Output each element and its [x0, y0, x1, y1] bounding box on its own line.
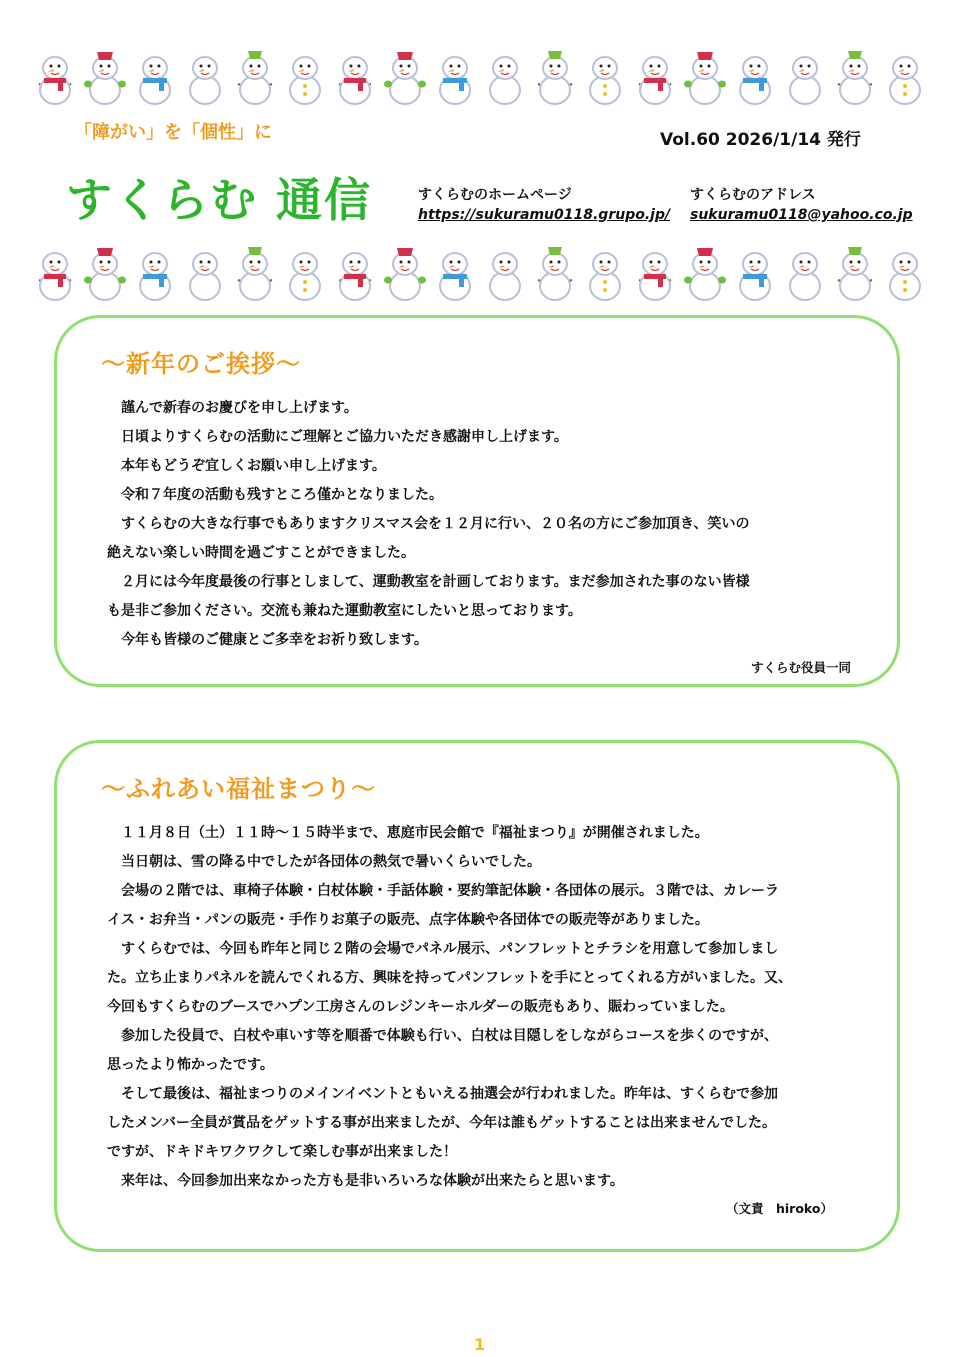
- snowman-green-bucket-icon: [534, 244, 576, 302]
- snowman-plain-icon: [184, 48, 226, 106]
- snowman-red-scarf-icon: [34, 48, 76, 106]
- paragraph-line: 今年も皆様のご健康とご多幸をお祈り致します。: [107, 632, 428, 648]
- paragraph-line: 謹んで新春のお慶びを申し上げます。: [107, 400, 358, 416]
- paragraph-line: イス・お弁当・パンの販売・手作りお菓子の販売、点字体験や各団体での販売等がありました。: [107, 912, 709, 928]
- paragraph-line: すくらむの大きな行事でもありますクリスマス会を１２月に行い、２０名の方にご参加頂き、笑いの: [107, 516, 750, 532]
- snowman-green-bucket-icon: [834, 244, 876, 302]
- section-title: ～ふれあい福祉まつり～: [101, 775, 376, 803]
- snowman-border-bottom: [34, 240, 926, 302]
- snowman-red-scarf-icon: [34, 244, 76, 302]
- paragraph-line: したメンバー全員が賞品をゲットする事が出来ましたが、今年は誰もゲットすることは出来ませんでした。: [107, 1115, 777, 1131]
- paragraph-line: 来年は、今回参加出来なかった方も是非いろいろな体験が出来たらと思います。: [107, 1173, 624, 1189]
- snowman-red-bucket-icon: [384, 48, 426, 106]
- welfare-festival-section: [54, 740, 900, 1252]
- snowman-blue-scarf-icon: [434, 48, 476, 106]
- paragraph-line: １１月８日（土）１１時～１５時半まで、恵庭市民会館で『福祉まつり』が開催されました。: [107, 825, 709, 841]
- section-body: [107, 394, 897, 655]
- snowman-buttons-icon: [284, 48, 326, 106]
- snowman-plain-icon: [484, 48, 526, 106]
- snowman-green-bucket-icon: [234, 48, 276, 106]
- snowman-plain-icon: [784, 48, 826, 106]
- volume-date: Vol.60 2026/1/14 発行: [660, 130, 861, 150]
- paragraph-line: 会場の２階では、車椅子体験・白杖体験・手話体験・要約筆記体験・各団体の展示。３階では、カレーラ: [107, 883, 779, 899]
- homepage-link[interactable]: https://sukuramu0118.grupo.jp/: [418, 207, 671, 223]
- homepage-label: すくらむのホームページ: [418, 187, 572, 203]
- email-link[interactable]: sukuramu0118@yahoo.co.jp: [690, 207, 913, 223]
- paragraph-line: も是非ご参加ください。交流も兼ねた運動教室にしたいと思っております。: [107, 603, 582, 619]
- snowman-blue-scarf-icon: [734, 48, 776, 106]
- snowman-border-top: [34, 44, 926, 106]
- email-label: すくらむのアドレス: [690, 187, 816, 203]
- snowman-red-bucket-icon: [384, 244, 426, 302]
- section-title: ～新年のご挨拶～: [101, 350, 301, 378]
- snowman-buttons-icon: [284, 244, 326, 302]
- paragraph-line: 思ったより怖かったです。: [107, 1057, 274, 1073]
- snowman-red-scarf-icon: [334, 48, 376, 106]
- snowman-blue-scarf-icon: [734, 244, 776, 302]
- paragraph-line: 今回もすくらむのブースでハプン工房さんのレジンキーホルダーの販売もあり、賑わっていました。: [107, 999, 734, 1015]
- snowman-buttons-icon: [584, 48, 626, 106]
- snowman-buttons-icon: [584, 244, 626, 302]
- snowman-red-bucket-icon: [84, 48, 126, 106]
- new-year-greeting-section: [54, 315, 900, 687]
- snowman-green-bucket-icon: [534, 48, 576, 106]
- snowman-plain-icon: [484, 244, 526, 302]
- paragraph-line: 本年もどうぞ宜しくお願い申し上げます。: [107, 458, 386, 474]
- paragraph-line: た。立ち止まりパネルを読んでくれる方、興味を持ってパンフレットを手にとってくれる方がいました。又、: [107, 970, 793, 986]
- snowman-buttons-icon: [884, 48, 926, 106]
- paragraph-line: 日頃よりすくらむの活動にご理解とご協力いただき感謝申し上げます。: [107, 429, 568, 445]
- snowman-red-bucket-icon: [684, 48, 726, 106]
- homepage-info: [418, 185, 670, 225]
- paragraph-line: 令和７年度の活動も残すところ僅かとなりました。: [107, 487, 443, 503]
- tagline: 「障がい」を「個性」に: [74, 122, 272, 143]
- paragraph-line: 当日朝は、雪の降る中でしたが各団体の熱気で暑いくらいでした。: [107, 854, 541, 870]
- paragraph-line: すくらむでは、今回も昨年と同じ２階の会場でパネル展示、パンフレットとチラシを用意して参加しまし: [107, 941, 779, 957]
- page-number: 1: [474, 1335, 486, 1354]
- snowman-blue-scarf-icon: [134, 244, 176, 302]
- paragraph-line: 参加した役員で、白杖や車いす等を順番で体験も行い、白杖は目隠しをしながらコースを歩くのですが、: [107, 1028, 779, 1044]
- snowman-blue-scarf-icon: [134, 48, 176, 106]
- snowman-red-bucket-icon: [684, 244, 726, 302]
- snowman-buttons-icon: [884, 244, 926, 302]
- snowman-green-bucket-icon: [834, 48, 876, 106]
- newsletter-title: すくらむ 通信: [66, 173, 373, 227]
- section-body: [107, 819, 897, 1196]
- paragraph-line: ２月には今年度最後の行事としまして、運動教室を計画しております。まだ参加された事のない皆様: [107, 574, 750, 590]
- snowman-green-bucket-icon: [234, 244, 276, 302]
- author-credit: （文責 hiroko）: [725, 1201, 833, 1216]
- signature: すくらむ役員一同: [750, 660, 851, 675]
- snowman-plain-icon: [184, 244, 226, 302]
- paragraph-line: ですが、ドキドキワクワクして楽しむ事が出来ました！: [107, 1144, 457, 1160]
- snowman-red-scarf-icon: [634, 244, 676, 302]
- snowman-plain-icon: [784, 244, 826, 302]
- email-info: [690, 185, 913, 225]
- snowman-red-scarf-icon: [334, 244, 376, 302]
- snowman-blue-scarf-icon: [434, 244, 476, 302]
- snowman-red-scarf-icon: [634, 48, 676, 106]
- snowman-red-bucket-icon: [84, 244, 126, 302]
- paragraph-line: 絶えない楽しい時間を過ごすことができました。: [107, 545, 415, 561]
- paragraph-line: そして最後は、福祉まつりのメインイベントともいえる抽選会が行われました。昨年は、すくらむで参加: [107, 1086, 779, 1102]
